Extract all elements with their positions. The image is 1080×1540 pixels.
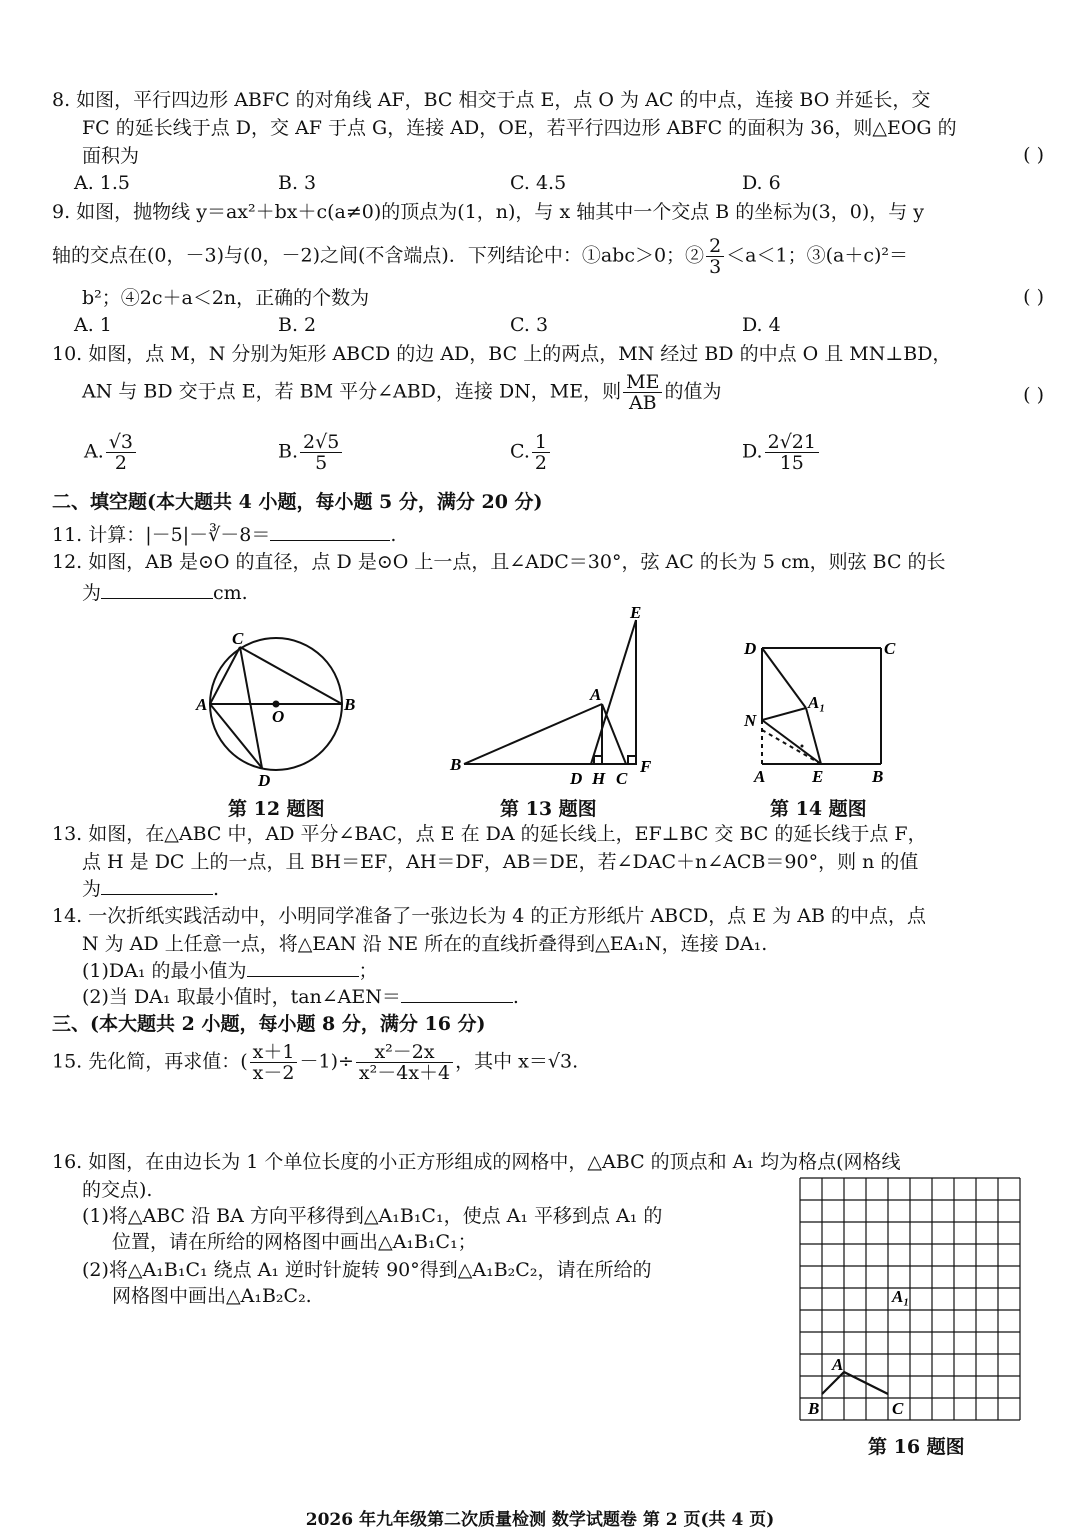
fig13-label-c: C — [616, 769, 628, 788]
fig13-segment-ac — [602, 704, 626, 764]
q10-option-d-den: 15 — [779, 452, 804, 474]
fig13-segment-ba — [464, 704, 602, 764]
fig14-label-d: D — [744, 639, 757, 658]
q14-part1-text: (1)DA₁ 的最小值为 — [82, 960, 247, 982]
q11-end: . — [390, 524, 397, 546]
fig13-caption: 第 13 题图 — [500, 798, 597, 820]
q10-line2 — [82, 372, 721, 413]
fig14-segment-na1 — [762, 708, 806, 720]
q14-part2 — [82, 984, 519, 1009]
q10-fraction — [623, 372, 662, 413]
q8-option-b: B. 3 — [278, 172, 317, 194]
q12-line2-text-b: cm. — [213, 582, 248, 604]
q10-option-d-label: D. — [742, 440, 763, 463]
q8-option-c: C. 4.5 — [510, 172, 567, 194]
figure-13 — [464, 620, 637, 764]
fig12-chord-cb — [240, 647, 342, 704]
q9-line3: b²；④2c＋a＜2n，正确的个数为 — [82, 287, 370, 309]
q14-line1: 14. 一次折纸实践活动中，小明同学准备了一张边长为 4 的正方形纸片 ABCD，点 E 为 AB 的中点，点 — [52, 905, 926, 927]
q13-line3 — [82, 876, 219, 901]
q10-option-a — [84, 432, 138, 473]
q13-line2: 点 H 是 DC 上的一点，且 BH＝EF，AH＝DF，AB＝DE，若∠DAC＋n∠ACB＝90°，则 n 的值 — [82, 851, 919, 873]
fig12-label-b: B — [344, 695, 356, 714]
q9-option-b: B. 2 — [278, 314, 317, 336]
q16-part2-line1: (2)将△A₁B₁C₁ 绕点 A₁ 逆时针旋转 90°得到△A₁B₂C₂，请在所给的 — [82, 1259, 652, 1281]
q15-frac1-num: x＋1 — [250, 1042, 298, 1063]
fig13-label-a: A — [590, 685, 602, 704]
triangle-abc — [822, 1372, 888, 1394]
fig12-label-o: O — [272, 707, 285, 726]
q9-frac-num: 2 — [706, 236, 724, 257]
fig14-label-a: A — [754, 767, 766, 786]
q15-fraction-2 — [356, 1042, 453, 1083]
q10-option-d — [742, 432, 821, 473]
q15-frac2-num: x²－2x — [356, 1042, 453, 1063]
q9-option-c: C. 3 — [510, 314, 549, 336]
q16-line2: 的交点). — [82, 1179, 153, 1201]
q9-line2 — [52, 236, 908, 277]
q9-answer-paren: ( ) — [1023, 286, 1044, 308]
fig13-label-f: F — [640, 757, 652, 776]
q11-text: 11. 计算：|－5|－∛－8＝ — [52, 524, 271, 546]
q12-line1: 12. 如图，AB 是⊙O 的直径，点 D 是⊙O 上一点，且∠ADC＝30°，弦 AC 的长为 5 cm，则弦 BC 的长 — [52, 551, 946, 573]
page-footer: 2026 年九年级第二次质量检测 数学试题卷 第 2 页(共 4 页) — [305, 1510, 775, 1530]
fig13-label-b: B — [450, 755, 462, 774]
q12-line2-text-a: 为 — [82, 582, 102, 604]
fig14-label-a1: A₁ — [808, 693, 826, 712]
grid-label-c: C — [892, 1399, 904, 1418]
q14-part1-end: ； — [358, 960, 378, 982]
figures-12-13-14 — [0, 600, 1080, 800]
q11-answer-blank[interactable] — [270, 522, 390, 541]
fig14-label-b: B — [872, 767, 884, 786]
grid-label-a: A — [832, 1355, 844, 1374]
q10-option-c-num: 1 — [532, 432, 550, 453]
q10-option-b-label: B. — [278, 440, 299, 463]
q16-part1-line2: 位置，请在所给的网格图中画出△A₁B₁C₁； — [112, 1231, 477, 1253]
figure-12 — [210, 638, 342, 770]
q9-fraction — [706, 236, 724, 277]
fig12-label-c: C — [232, 629, 244, 648]
q10-option-b-num: 2√5 — [300, 432, 342, 453]
section-2-heading: 二、填空题(本大题共 4 小题，每小题 5 分，满分 20 分) — [52, 491, 543, 513]
q8-option-a: A. 1.5 — [74, 172, 131, 194]
fig14-segment-da1 — [762, 648, 806, 708]
q9-line1: 9. 如图，抛物线 y＝ax²＋bx＋c(a≠0)的顶点为(1，n)，与 x 轴其中一个交点 B 的坐标为(3，0)，与 y — [52, 201, 925, 223]
fig13-label-e: E — [630, 603, 642, 622]
fig14-label-n: N — [744, 711, 757, 730]
q10-answer-paren: ( ) — [1023, 384, 1044, 406]
fig12-label-d: D — [258, 771, 271, 790]
q14-part1-blank[interactable] — [247, 958, 359, 977]
q16-part2-line2: 网格图中画出△A₁B₂C₂. — [112, 1285, 312, 1307]
grid-label-a1: A₁ — [892, 1287, 910, 1306]
figure-16-grid — [796, 1174, 1056, 1434]
q10-option-c-label: C. — [510, 440, 530, 463]
q10-option-c-den: 2 — [534, 452, 547, 474]
q9-option-a: A. 1 — [74, 314, 112, 336]
fig13-right-angle-f — [628, 756, 636, 764]
fig14-caption: 第 14 题图 — [770, 798, 867, 820]
section-3-heading: 三、(本大题共 2 小题，每小题 8 分，满分 16 分) — [52, 1013, 486, 1035]
q11 — [52, 522, 396, 547]
fig12-label-a: A — [196, 695, 208, 714]
q10-option-a-num: √3 — [106, 432, 136, 453]
q9-line2-text-a: 轴的交点在(0，－3)与(0，－2)之间(不含端点)．下列结论中：①abc＞0；② — [52, 244, 705, 267]
q10-option-a-label: A. — [84, 440, 104, 463]
q8-line3: 面积为 — [82, 145, 140, 167]
q12-answer-blank[interactable] — [101, 580, 213, 599]
fig12-center-dot — [274, 702, 279, 707]
q9-line2-text-b: ＜a＜1；③(a＋c)²＝ — [726, 244, 908, 267]
q8-line2: FC 的延长线于点 D，交 AF 于点 G，连接 AD，OE，若平行四边形 ABFC 的面积为 36，则△EOG 的 — [82, 117, 957, 139]
q9-frac-den: 3 — [709, 256, 722, 278]
fig16-caption: 第 16 题图 — [868, 1436, 965, 1458]
q10-frac-num: ME — [623, 372, 662, 393]
fig13-label-h: H — [592, 769, 606, 788]
q16-part1-line1: (1)将△ABC 沿 BA 方向平移得到△A₁B₁C₁，使点 A₁ 平移到点 A₁ 的 — [82, 1205, 663, 1227]
q15-mid: －1)÷ — [299, 1050, 354, 1073]
fig14-dashed-ne — [762, 730, 821, 764]
q10-option-b-den: 5 — [315, 452, 328, 474]
grid-label-b: B — [808, 1399, 820, 1418]
segment-ba — [822, 1372, 844, 1394]
fig12-chord-ca — [210, 647, 240, 704]
q10-frac-den: AB — [628, 392, 657, 414]
fig14-segment-ne — [762, 720, 821, 764]
q10-option-a-den: 2 — [114, 452, 127, 474]
fig12-caption: 第 12 题图 — [228, 798, 325, 820]
q14-part2-text: (2)当 DA₁ 取最小值时，tan∠AEN＝ — [82, 986, 401, 1008]
q15-post: ，其中 x＝√3. — [455, 1050, 579, 1073]
q16-line1: 16. 如图，在由边长为 1 个单位长度的小正方形组成的网格中，△ABC 的顶点和 A₁ 均为格点(网格线 — [52, 1151, 901, 1173]
q9-option-d: D. 4 — [742, 314, 781, 336]
q14-part1 — [82, 958, 378, 983]
q8-line1: 8. 如图，平行四边形 ABFC 的对角线 AF，BC 相交于点 E，点 O 为 AC 的中点，连接 BO 并延长，交 — [52, 89, 931, 111]
q8-option-d: D. 6 — [742, 172, 781, 194]
q14-line2: N 为 AD 上任意一点，将△EAN 沿 NE 所在的直线折叠得到△EA₁N，连接 DA₁. — [82, 933, 768, 955]
fig13-label-d: D — [570, 769, 583, 788]
q14-part2-blank[interactable] — [401, 984, 513, 1003]
q10-line2-text-a: AN 与 BD 交于点 E，若 BM 平分∠ABD，连接 DN，ME，则 — [82, 380, 622, 403]
q10-line1: 10. 如图，点 M，N 分别为矩形 ABCD 的边 AD，BC 上的两点，MN 经过 BD 的中点 O 且 MN⊥BD， — [52, 343, 952, 365]
q10-option-d-num: 2√21 — [765, 432, 819, 453]
q15 — [52, 1042, 578, 1083]
fig13-right-angle-h — [594, 756, 602, 764]
q13-line3-text-b: . — [213, 878, 220, 900]
fig14-dot — [801, 745, 804, 748]
q13-line1: 13. 如图，在△ABC 中，AD 平分∠BAC，点 E 在 DA 的延长线上，EF⊥BC 交 BC 的延长线于点 F， — [52, 823, 927, 845]
q15-frac1-den: x－2 — [252, 1062, 295, 1084]
fig12-chord-cd — [240, 647, 262, 768]
fig14-label-c: C — [884, 639, 896, 658]
fig14-label-e: E — [812, 767, 824, 786]
q8-answer-paren: ( ) — [1023, 144, 1044, 166]
q10-line2-text-b: 的值为 — [664, 380, 722, 403]
q13-line3-text-a: 为 — [82, 878, 102, 900]
q15-pre: 15. 先化简，再求值：( — [52, 1050, 248, 1073]
q15-fraction-1 — [250, 1042, 298, 1083]
q13-answer-blank[interactable] — [101, 876, 213, 895]
q10-option-c — [510, 432, 552, 473]
q14-part2-end: . — [512, 986, 519, 1008]
q10-option-b — [278, 432, 344, 473]
q15-frac2-den: x²－4x＋4 — [358, 1062, 451, 1084]
